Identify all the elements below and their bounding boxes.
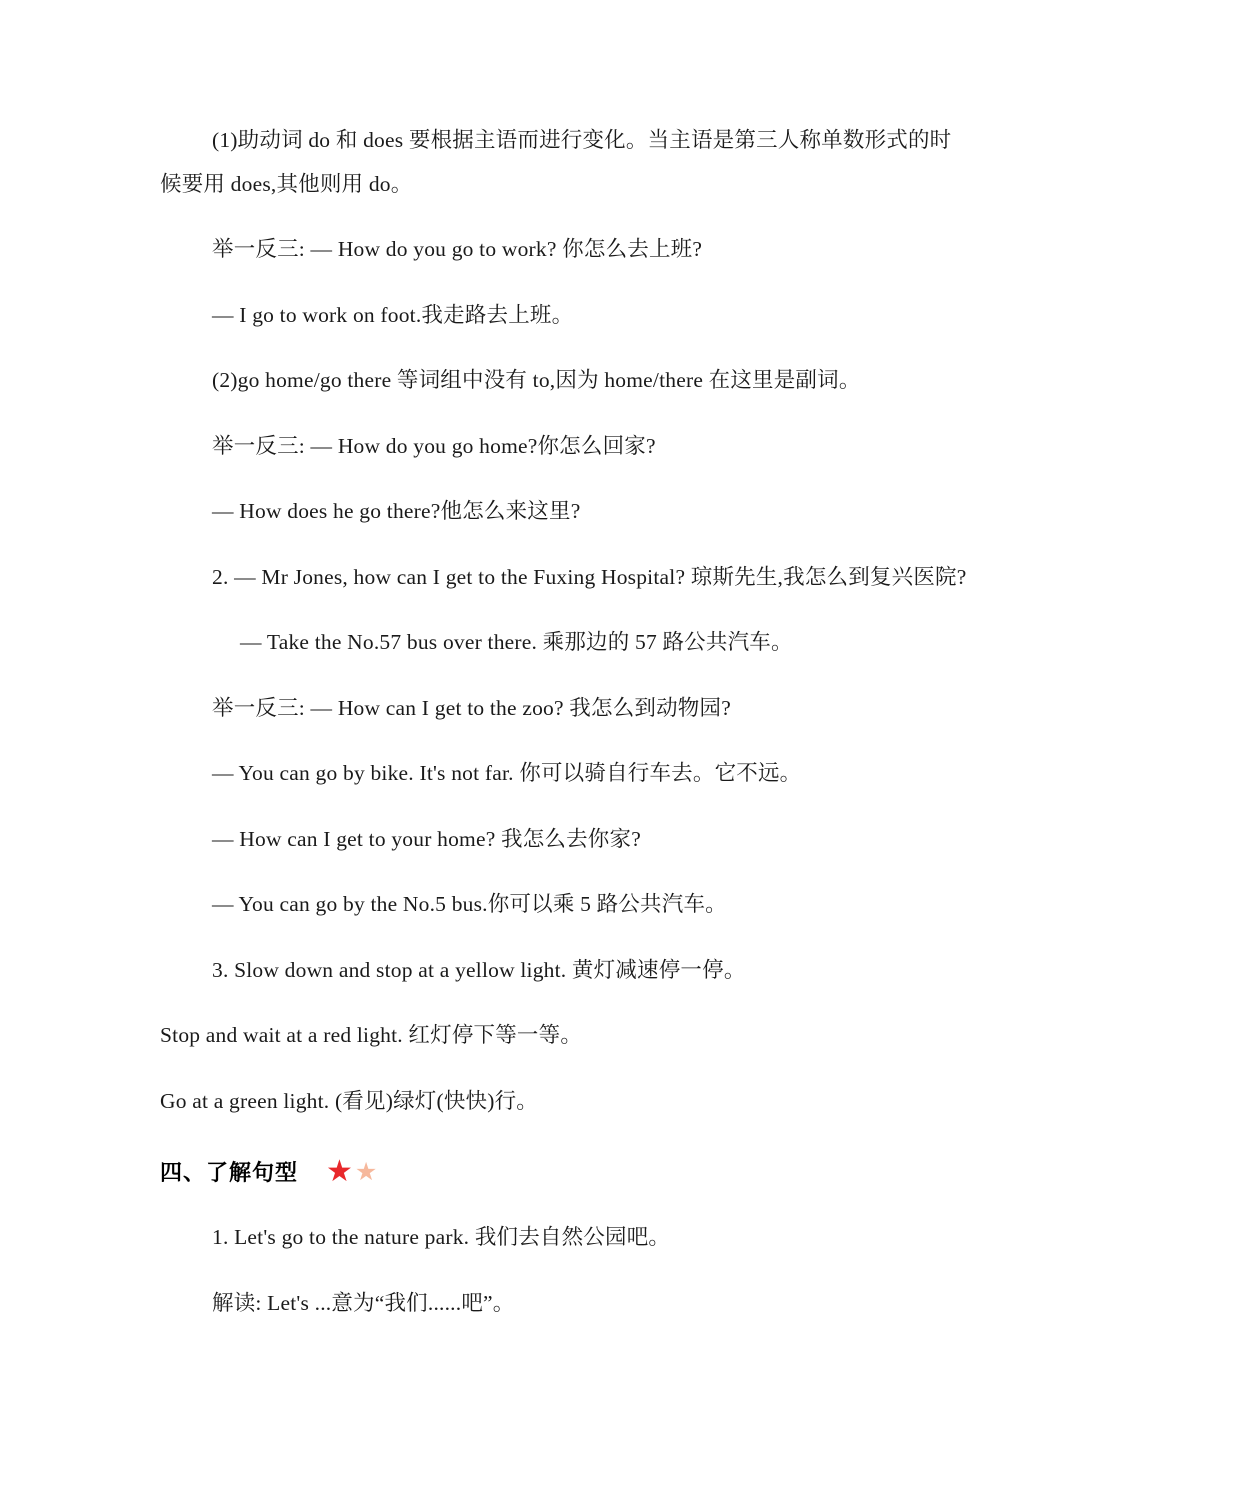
text-line: 2. — Mr Jones, how can I get to the Fuxing Hospital? 琼斯先生,我怎么到复兴医院? [212, 564, 967, 589]
text-line: 1. Let's go to the nature park. 我们去自然公园吧。 [212, 1225, 671, 1249]
text-line: 举一反三: — How can I get to the zoo? 我怎么到动物园? [212, 695, 731, 720]
section-heading [160, 1153, 1076, 1189]
star-faded-icon: ★ [354, 1157, 378, 1186]
text-line: 3. Slow down and stop at a yellow light. 黄灯减速停一停。 [212, 957, 746, 982]
text-line: 举一反三: — How do you go to work? 你怎么去上班? [212, 237, 703, 261]
text-line: 解读: Let's ...意为“我们......吧”。 [212, 1290, 515, 1315]
body-text-block-bottom [160, 1227, 1076, 1314]
text-line: — You can go by the No.5 bus.你可以乘 5 路公共汽车。 [212, 892, 727, 916]
text-line: — You can go by bike. It's not far. 你可以骑自行车去。它不远。 [212, 761, 802, 785]
section-heading-label: 四、了解句型 [160, 1161, 299, 1186]
text-line: — I go to work on foot.我走路去上班。 [212, 302, 574, 327]
text-line: (1)助动词 do 和 does 要根据主语而进行变化。当主语是第三人称单数形式的时 [212, 128, 952, 152]
text-line: — Take the No.57 bus over there. 乘那边的 57 路公共汽车。 [240, 630, 793, 654]
text-line: 举一反三: — How do you go home?你怎么回家? [212, 433, 656, 458]
difficulty-rating [326, 1153, 378, 1189]
text-line: — How can I get to your home? 我怎么去你家? [212, 826, 641, 851]
star-filled-icon: ★ [326, 1153, 353, 1189]
text-line: Go at a green light. (看见)绿灯(快快)行。 [160, 1088, 538, 1113]
text-line: Stop and wait at a red light. 红灯停下等一等。 [160, 1023, 583, 1047]
text-line: (2)go home/go there 等词组中没有 to,因为 home/there 在这里是副词。 [212, 368, 861, 392]
text-line: — How does he go there?他怎么来这里? [212, 499, 581, 523]
text-line: 候要用 does,其他则用 do。 [160, 171, 413, 196]
body-text-block-top [160, 130, 1076, 1112]
